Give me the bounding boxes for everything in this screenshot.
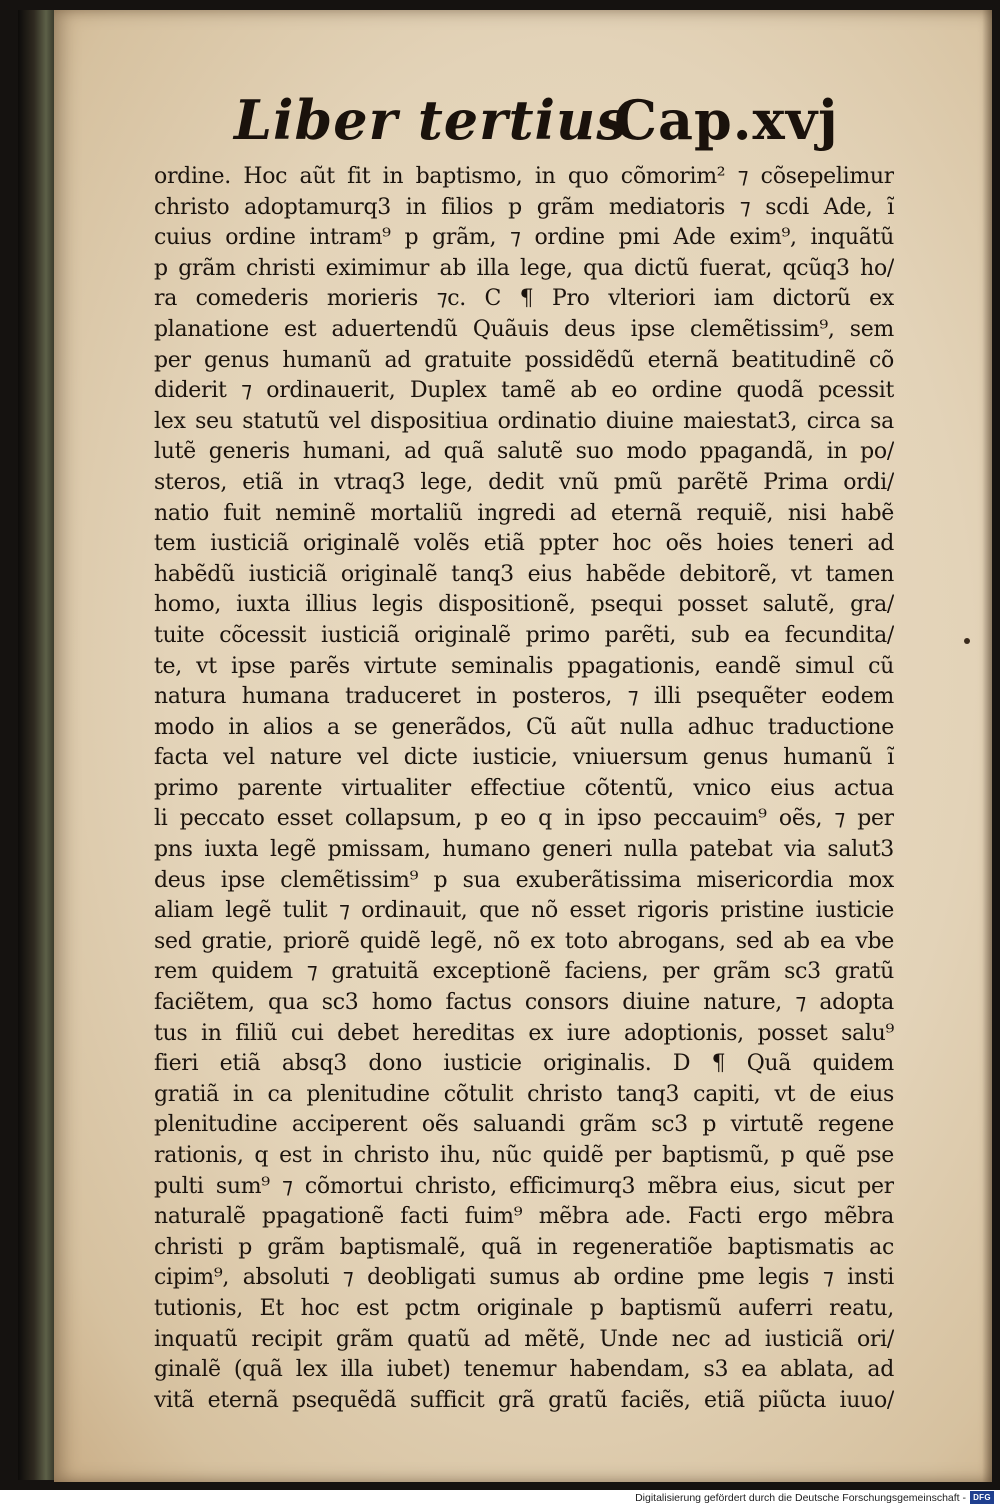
text-line: ginalẽ (quã lex illa iubet) tenemur habendam, s3 ea ablata, ad	[154, 1357, 894, 1383]
text-line: primo parente virtualiter effectiue cõtentũ, vnico eius actua	[154, 775, 894, 801]
text-line: cuius ordine intram⁹ p grãm, ⁊ ordine pmi Ade exim⁹, inquãtũ	[154, 225, 894, 251]
text-line: vitã eternã psequẽdã sufficit grã gratũ faciẽs, etiã piũcta iuuo/	[154, 1387, 894, 1413]
text-line: te, vt ipse parẽs virtute seminalis ppagationis, eandẽ simul cũ	[154, 653, 894, 679]
text-line: facta vel nature vel dicte iusticie, vniuersum genus humanũ ĩ	[154, 745, 894, 771]
text-line: modo in alios a se generãdos, Cũ aũt nulla adhuc traductione	[154, 714, 894, 740]
text-line: sed gratie, priorẽ quidẽ legẽ, nõ ex toto abrogans, sed ab ea vbe	[154, 928, 894, 954]
text-line: planatione est aduertendũ Quãuis deus ipse clemẽtissim⁹, sem	[154, 316, 894, 342]
digitization-credit: Digitalisierung gefördert durch die Deutsche Forschungsgemeinschaft -	[635, 1492, 966, 1504]
text-line: ordine. Hoc aũt fit in baptismo, in quo cõmorim² ⁊ cõsepelimur	[154, 164, 894, 189]
text-column	[154, 162, 894, 1416]
text-line: plenitudine acciperent oẽs saluandi grãm sc3 p virtutẽ regene	[154, 1112, 894, 1138]
text-line: homo, iuxta illius legis dispositionẽ, psequi posset salutẽ, gra/	[154, 592, 894, 618]
page-edge-shadow	[982, 10, 992, 1482]
text-line: habẽdũ iusticiã originalẽ tanq3 eius habẽde debitorẽ, vt tamen	[154, 561, 894, 587]
running-head-book: Liber tertius	[234, 88, 628, 152]
text-line: cipim⁹, absoluti ⁊ deobligati sumus ab ordine pme legis ⁊ insti	[154, 1265, 894, 1291]
text-line: per genus humanũ ad gratuite possidẽdũ eternã beatitudinẽ cõ	[154, 347, 894, 373]
text-line: diderit ⁊ ordinauerit, Duplex tamẽ ab eo ordine quodã pcessit	[154, 378, 894, 404]
text-line: natura humana traduceret in posteros, ⁊ illi psequẽter eodem	[154, 684, 894, 710]
text-line: ra comederis morieris ⁊c. C ¶ Pro vlteriori iam dictorũ ex	[154, 286, 894, 312]
text-line: naturalẽ ppagationẽ facti fuim⁹ mẽbra ade. Facti ergo mẽbra	[154, 1204, 894, 1230]
text-line: deus ipse clemẽtissim⁹ p sua exuberãtissima misericordia mox	[154, 867, 894, 893]
text-line: tutionis, Et hoc est pctm originale p baptismũ auferri reatu,	[154, 1295, 894, 1321]
text-line: fieri etiã absq3 dono iusticie originalis. D ¶ Quã quidem	[154, 1051, 894, 1077]
text-line: christo adoptamurq3 in filios p grãm mediatoris ⁊ scdi Ade, ĩ	[154, 194, 894, 220]
text-line: rationis, q est in christo ihu, nũc quidẽ per baptismũ, p quẽ pse	[154, 1143, 894, 1168]
text-line: p grãm christi eximimur ab illa lege, qua dictũ fuerat, qcũq3 ho/	[154, 255, 894, 281]
text-line: pulti sum⁹ ⁊ cõmortui christo, efficimurq3 mẽbra eius, sicut per	[154, 1173, 894, 1199]
dfg-logo: DFG	[970, 1491, 994, 1504]
text-line: pns iuxta legẽ pmissam, humano generi nulla patebat via salut3	[154, 837, 894, 863]
text-line: tuite cõcessit iusticiã originalẽ primo parẽti, sub ea fecundita/	[154, 622, 894, 648]
text-line: faciẽtem, qua sc3 homo factus consors diuine nature, ⁊ adopta	[154, 990, 894, 1016]
text-line: tus in filiũ cui debet hereditas ex iure adoptionis, posset salu⁹	[154, 1020, 894, 1046]
book-binding	[18, 10, 58, 1480]
text-line: gratiã in ca plenitudine cõtulit christo tanq3 capiti, vt de eius	[154, 1081, 894, 1107]
running-head-chapter: Cap.xvj	[614, 88, 839, 152]
text-line: lutẽ generis humani, ad quã salutẽ suo modo ppagandã, in po/	[154, 439, 894, 465]
text-line: tem iusticiã originalẽ volẽs etiã ppter hoc oẽs hoies teneri ad	[154, 531, 894, 557]
text-line: li peccato esset collapsum, p eo q in ipso peccauim⁹ oẽs, ⁊ per	[154, 806, 894, 832]
running-head	[54, 88, 992, 168]
text-line: natio fuit neminẽ mortaliũ ingredi ad eternã requiẽ, nisi habẽ	[154, 500, 894, 526]
text-line: inquatũ recipit grãm quatũ ad mẽtẽ, Unde nec ad iusticiã ori/	[154, 1326, 894, 1352]
text-line: steros, etiã in vtraq3 lege, dedit vnũ pmũ parẽtẽ Prima ordi/	[154, 469, 894, 495]
text-line: rem quidem ⁊ gratuitã exceptionẽ faciens, per grãm sc3 gratũ	[154, 959, 894, 985]
ink-spot	[964, 638, 970, 644]
book-page	[54, 10, 992, 1482]
text-line: aliam legẽ tulit ⁊ ordinauit, que nõ esset rigoris pristine iusticie	[154, 898, 894, 924]
text-line: christi p grãm baptismalẽ, quã in regeneratiõe baptismatis ac	[154, 1234, 894, 1260]
text-line: lex seu statutũ vel dispositiua ordinatio diuine maiestat3, circa sa	[154, 408, 894, 434]
